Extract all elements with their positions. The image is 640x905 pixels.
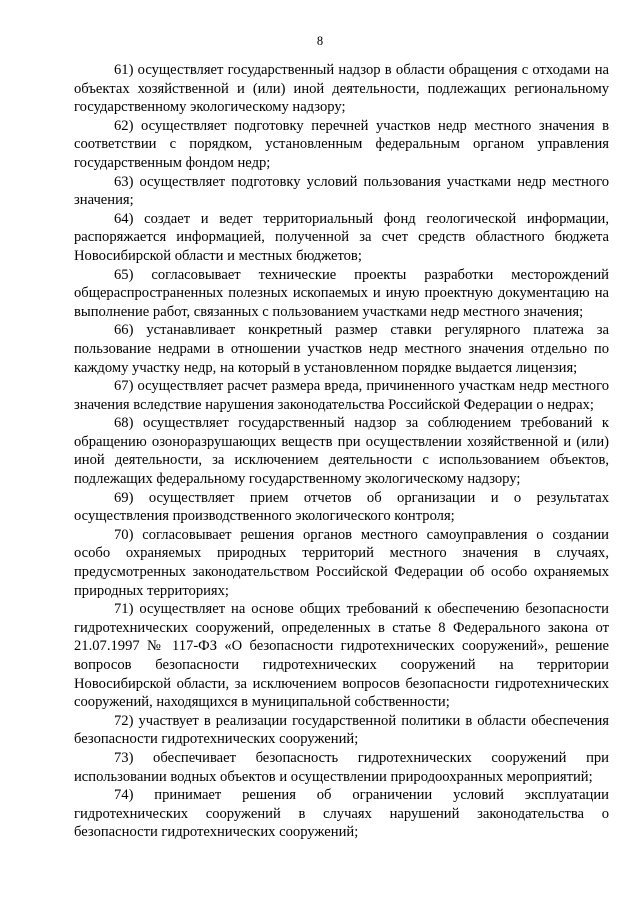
list-item-67: 67) осуществляет расчет размера вреда, причиненного участкам недр местного значения вследствие нарушения законодательства Российской Федерации о недрах; — [74, 378, 609, 413]
list-item-68: 68) осуществляет государственный надзор за соблюдением требований к обращению озоноразрушающих веществ при осуществлении хозяйственной и (или) иной деятельности, за исключением деятельности с использованием объектов, подлежащих федеральному государственному экологическому надзору; — [74, 415, 609, 488]
list-item-63: 63) осуществляет подготовку условий пользования участками недр местного значения; — [74, 173, 609, 209]
list-item-62: 62) осуществляет подготовку перечней участков недр местного значения в соответствии с порядком, установленным федеральным органом управления государственным фондом недр; — [74, 117, 609, 171]
list-item-66: 66) устанавливает конкретный размер ставки регулярного платежа за пользование недрами в отношении участков недр местного значения отдельно по каждому участку недр, на который в установленном порядке выдается лицензия; — [74, 322, 609, 376]
document-body — [74, 61, 609, 842]
list-item-69: 69) осуществляет прием отчетов об организации и о результатах осуществления производственного экологического контроля; — [74, 489, 609, 525]
list-item-71: 71) осуществляет на основе общих требований к обеспечению безопасности гидротехнических сооружений, определенных в статье 8 Федерального закона от 21.07.1997 № 117-ФЗ «О безопасности гидротехнических сооружений», решение вопросов безопасности гидротехнических сооружений на территории Новосибирской области, за исключением вопросов безопасности гидротехнических сооружений, находящихся в муниципальной собственности; — [74, 601, 609, 711]
list-item-72: 72) участвует в реализации государственной политики в области обеспечения безопасности гидротехнических сооружений; — [74, 712, 609, 748]
page-number: 8 — [316, 34, 324, 48]
list-item-65: 65) согласовывает технические проекты разработки месторождений общераспространенных полезных ископаемых и иную проектную документацию на выполнение работ, связанных с пользованием участками недр местного значения; — [74, 266, 609, 320]
list-item-74: 74) принимает решения об ограничении условий эксплуатации гидротехнических сооружений в случаях нарушений законодательства о безопасности гидротехнических сооружений; — [74, 787, 609, 841]
list-item-64: 64) создает и ведет территориальный фонд геологической информации, распоряжается информацией, полученной за счет средств областного бюджета Новосибирской области и местных бюджетов; — [74, 210, 609, 264]
list-item-70: 70) согласовывает решения органов местного самоуправления о создании особо охраняемых природных территорий местного значения в случаях, предусмотренных законодательством Российской Федерации об особо охраняемых природных территориях; — [74, 526, 609, 599]
list-item-73: 73) обеспечивает безопасность гидротехнических сооружений при использовании водных объектов и осуществлении природоохранных мероприятий; — [74, 749, 609, 785]
list-item-61: 61) осуществляет государственный надзор в области обращения с отходами на объектах хозяйственной и (или) иной деятельности, подлежащих региональному государственному экологическому надзору; — [74, 62, 609, 116]
